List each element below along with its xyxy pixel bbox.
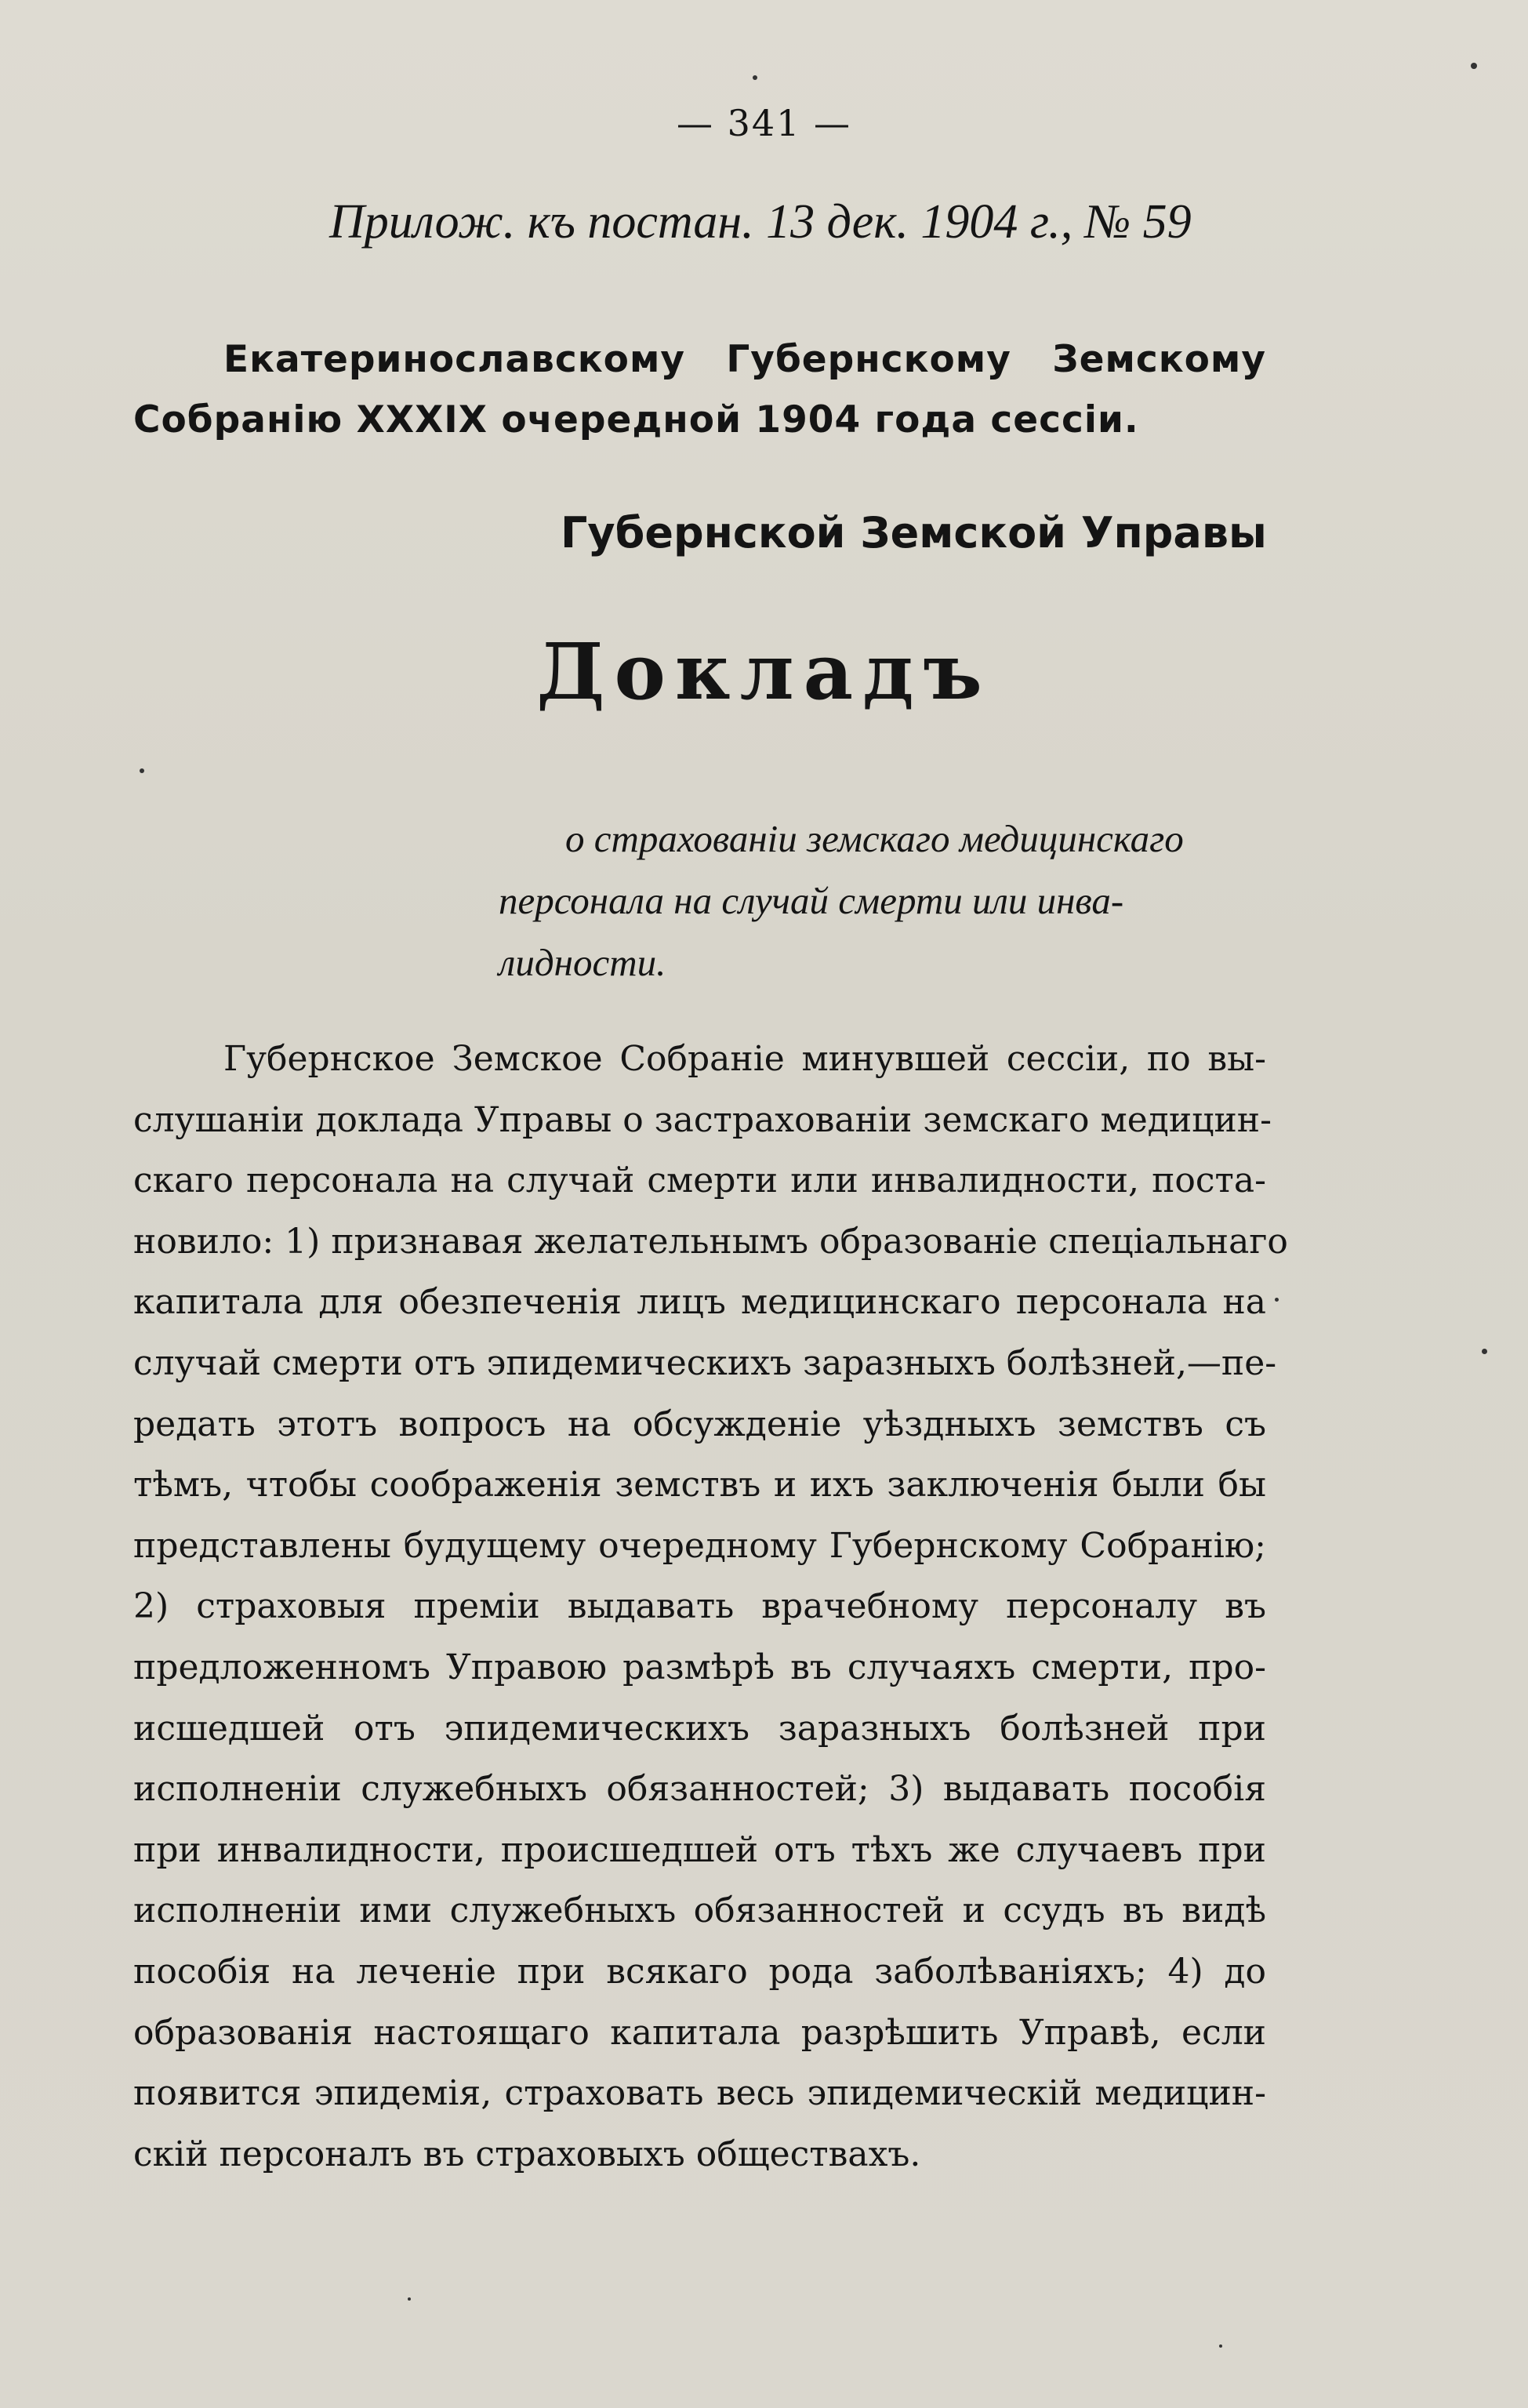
body-line: предложенномъ Управою размѣрѣ въ случаяхъ смерти, про- (133, 1647, 1266, 1687)
body-line: скій персоналъ въ страховыхъ обществахъ. (133, 2134, 921, 2174)
body-line: редать этотъ вопросъ на обсужденіе уѣздныхъ земствъ съ (133, 1404, 1266, 1444)
scan-speck (1219, 2344, 1222, 2348)
body-line: скаго персонала на случай смерти или инвалидности, поста- (133, 1160, 1266, 1201)
body-line: случай смерти отъ эпидемическихъ заразныхъ болѣзней,—пе- (133, 1342, 1277, 1383)
scan-speck (140, 768, 144, 773)
body-line: появится эпидемія, страховать весь эпидемическій медицин- (133, 2073, 1266, 2114)
body-line: образованія настоящаго капитала разрѣшить Управѣ, если (133, 2012, 1266, 2053)
body-line: тѣмъ, чтобы соображенія земствъ и ихъ заключенія были бы (133, 1465, 1266, 1505)
body-line: 2) страховыя преміи выдавать врачебному персоналу въ (133, 1586, 1266, 1627)
page-number: — 341 — (676, 102, 852, 144)
subject-line: лидности. (499, 941, 666, 984)
scan-speck (408, 2297, 411, 2301)
body-line: исполненіи ими служебныхъ обязанностей и ссудъ въ видѣ (133, 1890, 1266, 1931)
appendix-note: Прилож. къ постан. 13 дек. 1904 г., № 59 (329, 195, 1192, 249)
body-line: при инвалидности, происшедшей отъ тѣхъ же случаевъ при (133, 1829, 1266, 1870)
body-line: капитала для обезпеченія лицъ медицинскаго персонала на (133, 1282, 1266, 1323)
body-paragraph (133, 1029, 1288, 2185)
document-subject (499, 808, 1267, 993)
body-line: Губернское Земское Собраніе минувшей сессіи, по вы- (223, 1039, 1266, 1079)
body-line: исполненіи служебныхъ обязанностей; 3) выдавать пособія (133, 1769, 1266, 1810)
body-line: представлены будущему очередному Губернскому Собранію; (133, 1525, 1266, 1566)
body-line: слушаніи доклада Управы о застрахованіи земскаго медицин- (133, 1099, 1272, 1140)
body-line: новило: 1) признавая желательнымъ образованіе спеціальнаго (133, 1221, 1288, 1262)
scan-speck (1275, 1298, 1279, 1302)
addressee-heading: Екатеринославскому Губернскому Земскому Собранію XXXIX очередной 1904 года сессіи. (133, 338, 1266, 441)
document-title: Докладъ (536, 627, 992, 717)
scan-speck (1471, 63, 1477, 69)
issuer-heading: Губернской Земской Управы (561, 508, 1267, 558)
scan-speck (1482, 1349, 1487, 1354)
subject-line: персонала на случай смерти или инва- (499, 879, 1124, 922)
subject-line: о страхованіи земскаго медицинскаго (565, 817, 1184, 860)
body-line: пособія на леченіе при всякаго рода заболѣваніяхъ; 4) до (133, 1951, 1266, 1992)
scan-speck (753, 75, 757, 80)
body-line: исшедшей отъ эпидемическихъ заразныхъ болѣзней при (133, 1708, 1266, 1749)
